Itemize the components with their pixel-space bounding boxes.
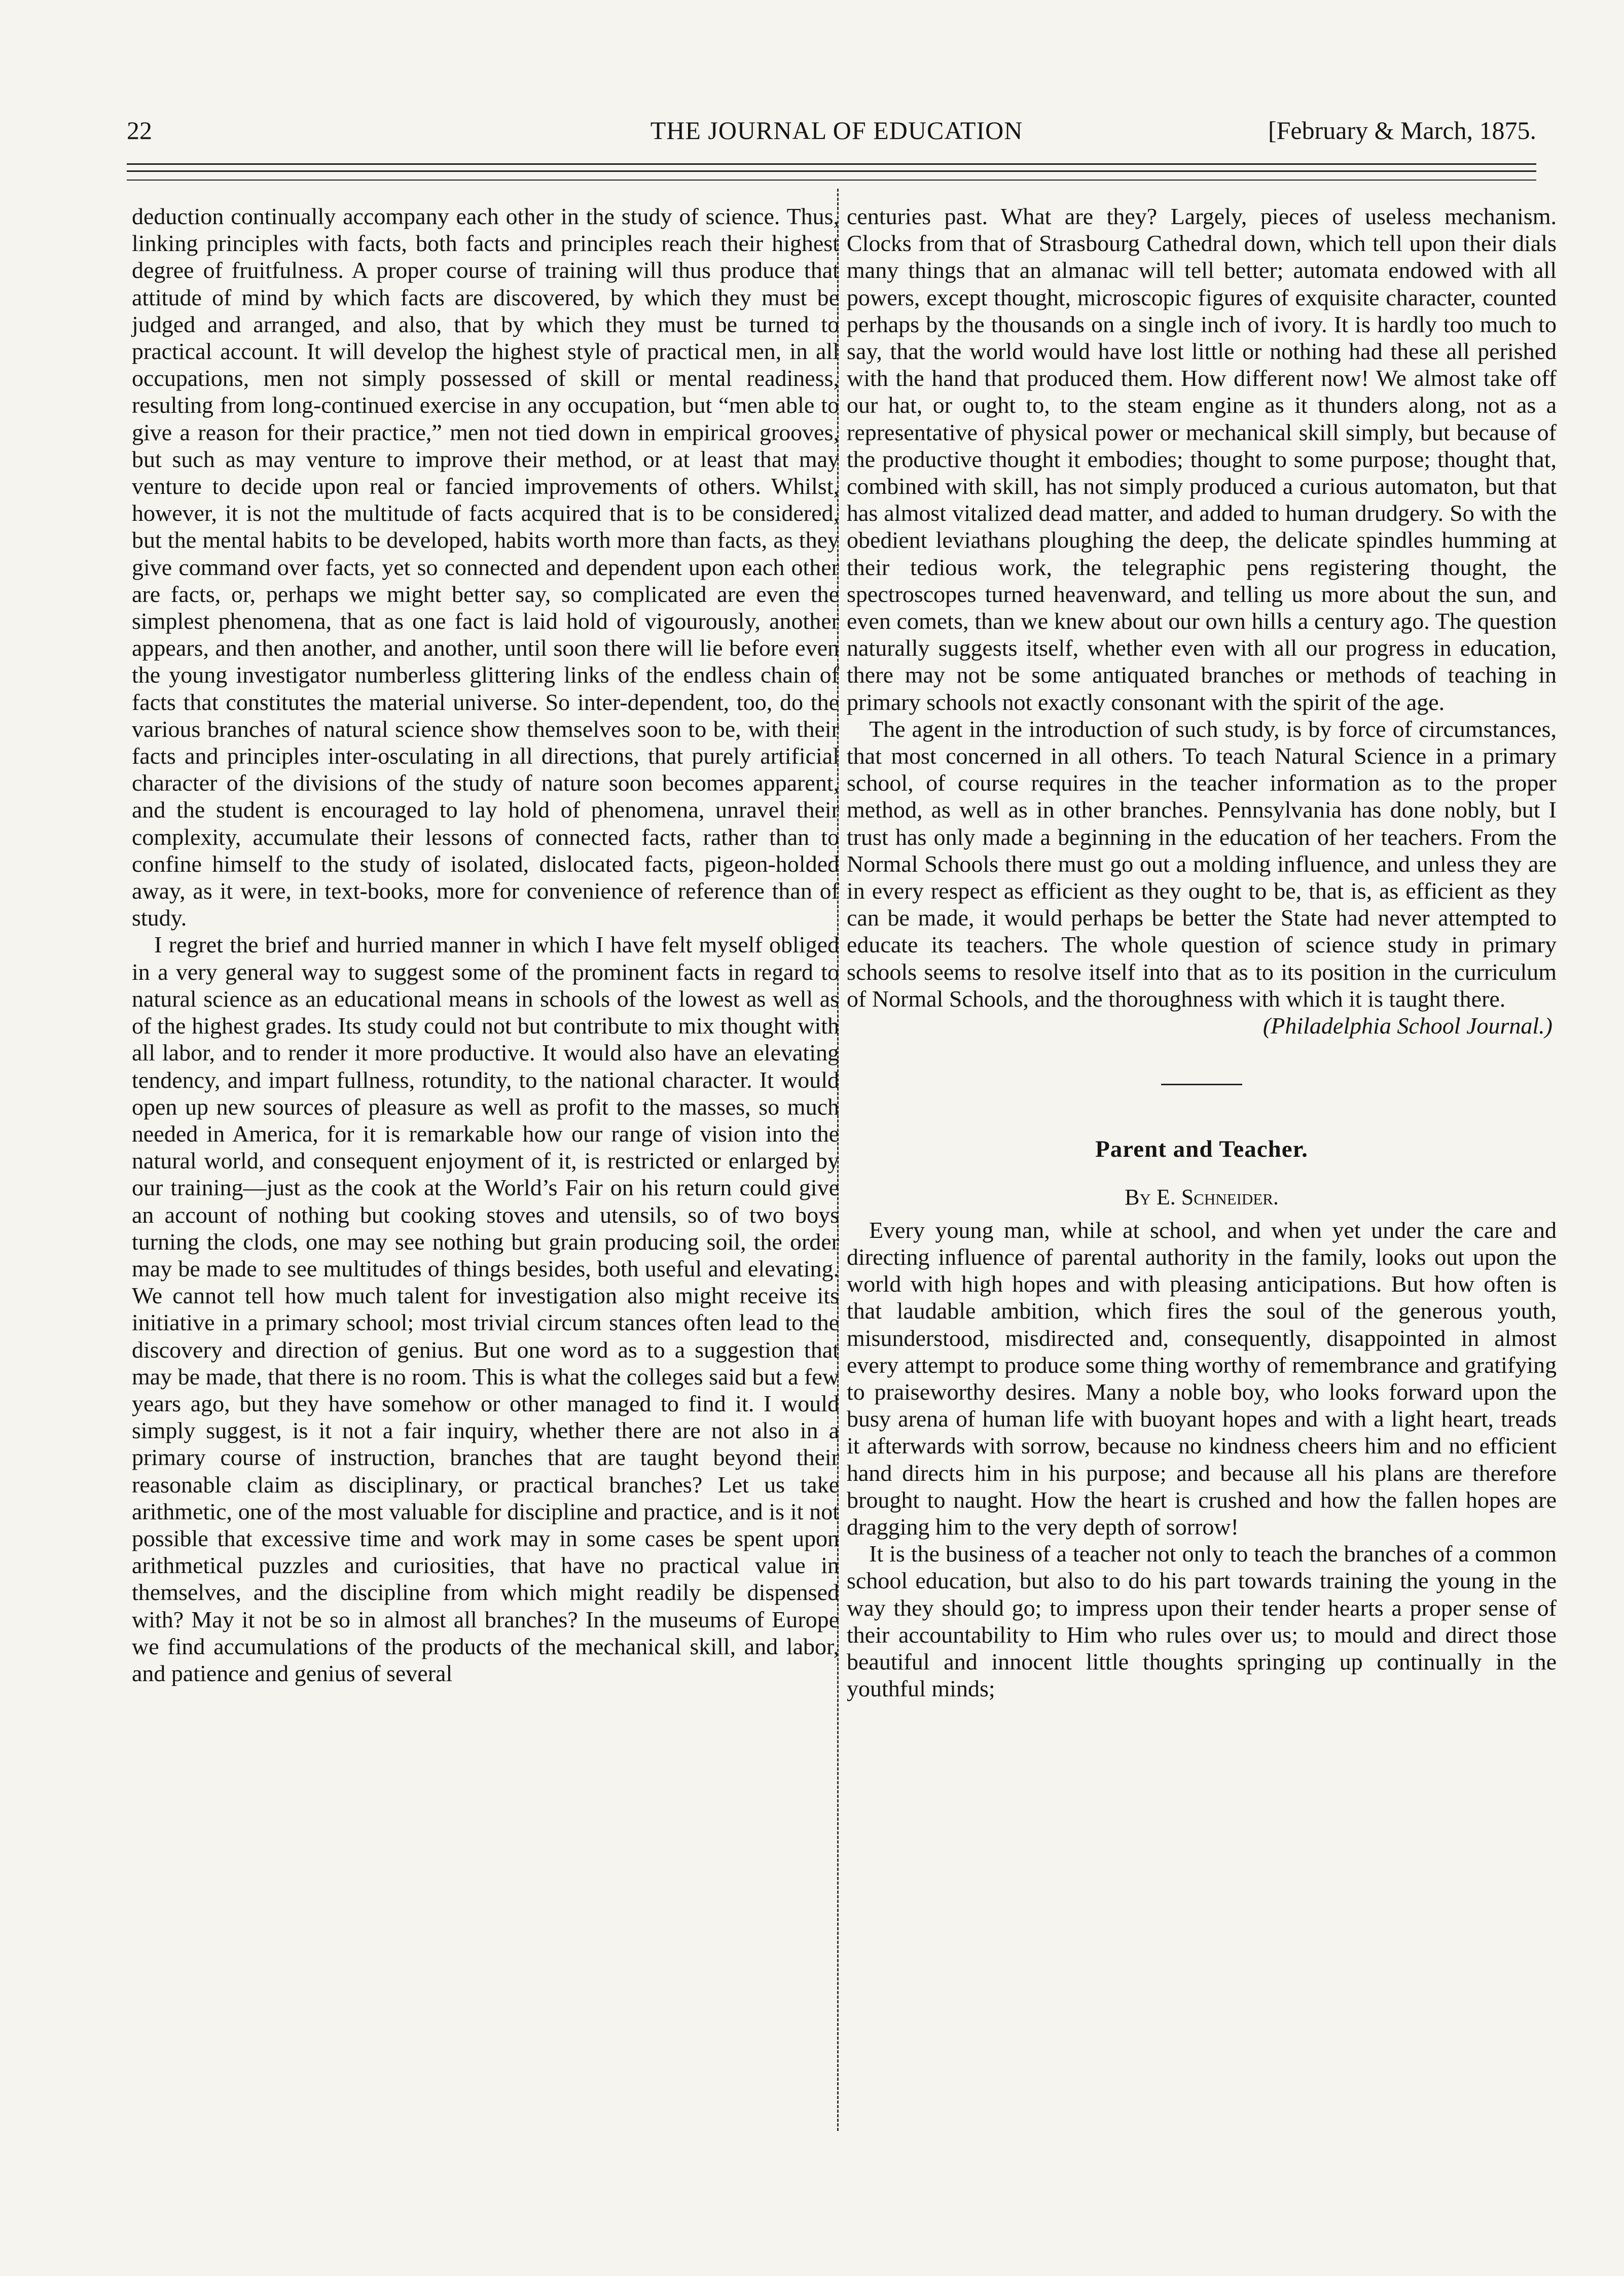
right-paragraph-centuries: centuries past. What are they? Largely, pieces of useless mechanism. Clocks from that of Strasbourg Cathedral down, which tell upon their dials many things that an almanac will tell better; automata endowed with all powers, except thought, microscopic figures of exquisite character, counted perhaps by the thousands on a single inch of ivory. It is hardly too much to say, that the world would have lost little or nothing had these all perished with the hand that produced them. How different now! We almost take off our hat, or ought to, to the steam engine as it thunders along, not as a representative of physical power or mechanical skill simply, but because of the productive thought it embodies; thought to some purpose; thought that, combined with skill, has not simply produced a curious automaton, but that has almost vitalized dead matter, and added to human drudgery. So with the obedient leviathans ploughing the deep, the delicate spindles humming at their tedious work, the telegraphic pens registering thought, the spectroscopes turned heavenward, and telling us more about the sun, and even comets, than we knew about our own hills a century ago. The question naturally suggests itself, whether even with all our progress in education, there may not be some antiquated branches or methods of teaching in primary schools not exactly consonant with the spirit of the age.: [847, 203, 1557, 715]
left-paragraph-continued: deduction continually accompany each other in the study of science. Thus, linking principles with facts, both facts and principles reach their highest degree of fruitfulness. A proper course of training will thus produce that attitude of mind by which facts are discovered, by which they must be judged and arranged, and also, that by which they must be turned to practical account. It will develop the highest style of practical men, in all occupations, men not simply possessed of skill or mental readiness, resulting from long-continued exercise in any occupation, but “men able to give a reason for their practice,” men not tied down in empirical grooves, but such as may venture to improve their method, or at least that may venture to decide upon real or fancied improvements of others. Whilst, however, it is not the multitude of facts acquired that is to be considered, but the mental habits to be developed, habits worth more than facts, as they give command over facts, yet so connected and dependent upon each other are facts, or, perhaps we might better say, so complicated are even the simplest phenomena, that as one fact is laid hold of vigourously, another appears, and then another, and another, until soon there will lie before even the young investigator numberless glittering links of the endless chain of facts that constitutes the material universe. So inter-dependent, too, do the various branches of natural science show themselves soon to be, with their facts and principles inter-osculating in all directions, that purely artificial character of the divisions of the study of nature soon becomes apparent, and the student is encouraged to lay hold of phenomena, unravel their complexity, accumulate their lessons of connected facts, rather than to confine himself to the study of isolated, dislocated facts, pigeon-holded away, as it were, in text-books, more for convenience of reference than of study.: [132, 203, 839, 931]
page-number: 22: [127, 116, 152, 145]
page-header: [127, 113, 1546, 148]
right-column: [847, 203, 1557, 1702]
header-rule-bottom: [127, 180, 1536, 181]
issue-date: [February & March, 1875.: [1268, 116, 1536, 145]
section-divider: [1161, 1084, 1242, 1085]
header-rule-top: [127, 163, 1536, 165]
header-rule-middle: [127, 170, 1536, 172]
right-paragraph-business: It is the business of a teacher not only to teach the branches of a common school education, but also to do his part towards training the young in the way they should go; to impress upon their tender hearts a proper sense of their accountability to Him who rules over us; to mould and direct those beautiful and innocent little thoughts springing up continually in the youthful minds;: [847, 1541, 1557, 1702]
byline-prefix: By: [1125, 1184, 1151, 1210]
left-paragraph-regret: I regret the brief and hurried manner in which I have felt myself obliged in a very general way to suggest some of the prominent facts in regard to natural science as an educational means in schools of the lowest as well as of the highest grades. Its study could not but contribute to mix thought with all labor, and to render it more productive. It would also have an elevating tendency, and impart fullness, rotundity, to the national character. It would open up new sources of pleasure as well as profit to the masses, so much needed in America, for it is remarkable how our range of vision into the natural world, and consequent enjoyment of it, is restricted or enlarged by our training—just as the cook at the World’s Fair on his return could give an account of nothing but cooking stoves and utensils, so of two boys turning the clods, one may see nothing but grain producing soil, the order may be made to see multitudes of things besides, both useful and elevating. We cannot tell how much talent for investigation also might receive its initiative in a primary school; most trivial circum stances often lead to the discovery and direction of genius. But one word as to a suggestion that may be made, that there is no room. This is what the colleges said but a few years ago, but they have somehow or other managed to find it. I would simply suggest, is it not a fair inquiry, whether there are not also in a primary course of instruction, branches that are taught beyond their reasonable claim as disciplinary, or practical branches? Let us take arithmetic, one of the most valuable for discipline and practice, and is it not possible that excessive time and work may in some cases be spent upon arithmetical puzzles and curiosities, that have no practical value in themselves, and the discipline from which might readily be dispensed with? May it not be so in almost all branches? In the museums of Europe we find accumulations of the products of the mechanical skill, and labor, and patience and genius of several: [132, 932, 839, 1686]
byline-author: E. Schneider.: [1156, 1184, 1279, 1210]
source-citation: (Philadelphia School Journal.): [1262, 1013, 1553, 1039]
article-title: Parent and Teacher.: [1095, 1136, 1308, 1163]
left-column: [132, 203, 839, 1687]
right-paragraph-young-man: Every young man, while at school, and when yet under the care and directing influence of parental authority in the family, looks out upon the world with high hopes and with pleasing anticipations. But how often is that laudable ambition, which fires the soul of the generous youth, misunderstood, misdirected and, consequently, disappointed in almost every attempt to produce some thing worthy of remembrance and gratifying to praiseworthy desires. Many a noble boy, who looks forward upon the busy arena of human life with buoyant hopes and with a light heart, treads it afterwards with sorrow, because no kindness cheers him and no efficient hand directs him in his purpose; and because all his plans are therefore brought to naught. How the heart is crushed and how the fallen hopes are dragging him to the very depth of sorrow!: [847, 1217, 1557, 1540]
byline: [847, 1184, 1557, 1211]
right-paragraph-agent: The agent in the introduction of such study, is by force of circumstances, that most concerned in all others. To teach Natural Science in a primary school, of course requires in the teacher information as to the proper method, as well as in other branches. Pennsylvania has done nobly, but I trust has only made a beginning in the education of her teachers. From the Normal Schools there must go out a molding influence, and unless they are in every respect as efficient as they ought to be, that is, as efficient as they can be made, it would perhaps be better the State had never attempted to educate its teachers. The whole question of science study in primary schools seems to resolve itself into that as to its position in the curriculum of Normal Schools, and the thoroughness with which it is taught there.: [847, 716, 1557, 1012]
journal-title: THE JOURNAL OF EDUCATION: [650, 116, 1023, 145]
